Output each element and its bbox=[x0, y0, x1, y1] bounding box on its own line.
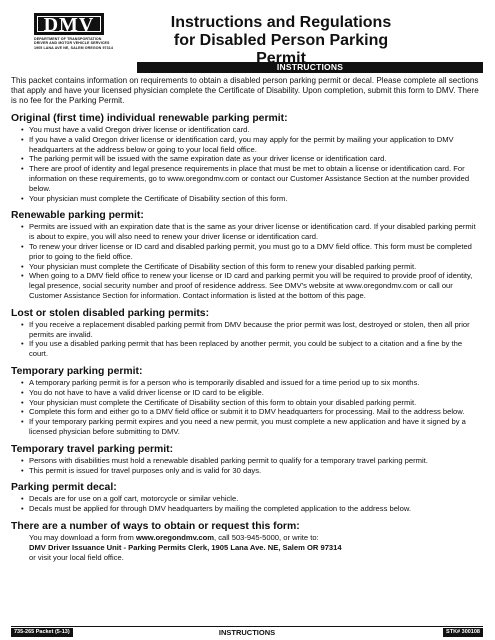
agency-line: DRIVER AND MOTOR VEHICLE SERVICES bbox=[34, 41, 110, 46]
list-item: • Decals must be applied for through DMV headquarters by mailing the completed application to the address below. bbox=[21, 504, 483, 514]
list-item: • You must have a valid Oregon driver license or identification card. bbox=[21, 125, 483, 135]
title-line-1: Instructions and Regulations bbox=[170, 14, 392, 31]
section-obtain-form bbox=[11, 520, 483, 562]
section-heading: Original (first time) individual renewable parking permit: bbox=[11, 113, 288, 124]
list-item: • If you have a valid Oregon driver license or identification card, you may apply for the permit by mailing your application to DMV headquarters at the address below or going to your local field office. bbox=[21, 135, 483, 155]
bullet-list bbox=[21, 494, 483, 514]
bullet-list bbox=[21, 320, 483, 359]
dmv-logo-mark: DMV bbox=[34, 13, 104, 35]
list-item: • The parking permit will be issued with the same expiration date as your driver license or identification card. bbox=[21, 154, 483, 164]
list-item: • If your temporary parking permit expires and you need a new permit, you must complete a new application and have it signed by a licensed physician before submitting to DMV. bbox=[21, 417, 483, 437]
bullet-list bbox=[21, 222, 483, 300]
document-header bbox=[11, 10, 483, 67]
section-heading: Temporary parking permit: bbox=[11, 365, 143, 377]
document-footer bbox=[11, 626, 483, 637]
list-item: • When going to a DMV field office to renew your license or ID card and parking permit you will be required to provide proof of identity, legal presence, social security number and proof of residence address. See DMV's website at www.oregondmv.com or call our Customer Assistance Section for information. Contact information is listed at the bottom of this page. bbox=[21, 271, 483, 300]
footer-title: INSTRUCTIONS bbox=[218, 628, 276, 637]
list-item: • Complete this form and either go to a DMV field office or submit it to DMV headquarters for processing. Mail to the address below. bbox=[21, 407, 483, 417]
list-item: • Decals are for use on a golf cart, motorcycle or similar vehicle. bbox=[21, 494, 483, 504]
section-heading: Temporary travel parking permit: bbox=[11, 443, 174, 455]
bullet-list bbox=[21, 378, 483, 437]
section-temporary-permit bbox=[11, 365, 483, 437]
section-heading: Lost or stolen disabled parking permits: bbox=[11, 307, 210, 319]
list-item: • If you receive a replacement disabled parking permit from DMV because the prior permit was lost, destroyed or stolen, then all prior permits are invalid. bbox=[21, 320, 483, 340]
agency-line: DEPARTMENT OF TRANSPORTATION bbox=[34, 37, 102, 41]
list-item: • You do not have to have a valid driver license or ID card to be eligible. bbox=[21, 388, 483, 398]
bullet-list bbox=[21, 125, 483, 203]
page-title bbox=[156, 14, 406, 68]
download-text: You may download a form from bbox=[29, 532, 136, 542]
list-item: • Persons with disabilities must hold a renewable disabled parking permit to qualify for a temporary travel parking permit. bbox=[21, 456, 483, 466]
list-item: • Your physician must complete the Certificate of Disability section of this form to renew your disabled parking permit. bbox=[21, 262, 483, 272]
section-original-permit bbox=[11, 112, 483, 203]
section-renewable-permit bbox=[11, 209, 483, 300]
field-office-line: or visit your local field office. bbox=[29, 552, 124, 562]
section-heading: There are a number of ways to obtain or request this form: bbox=[11, 520, 300, 532]
list-item: • A temporary parking permit is for a person who is temporarily disabled and issued for a time period up to six months. bbox=[21, 378, 483, 388]
list-item: • To renew your driver license or ID card and disabled parking permit, you must go to a DMV field office. This form must be completed prior to going to the field office. bbox=[21, 242, 483, 262]
list-item: • Your physician must complete the Certificate of Disability section of this form. bbox=[21, 194, 483, 204]
list-item: • Permits are issued with an expiration date that is the same as your driver license or identification card. If your disabled parking permit is about to expire, you will also need to renew your driver license or identification card. bbox=[21, 222, 483, 242]
phone-text: , call 503-945-5000, or write to: bbox=[214, 532, 319, 542]
section-travel-permit bbox=[11, 443, 483, 476]
list-item: • If you use a disabled parking permit that has been replaced by another permit, you could be subject to a citation and a fine by the court. bbox=[21, 339, 483, 359]
section-lost-stolen bbox=[11, 307, 483, 359]
instructions-banner: INSTRUCTIONS bbox=[137, 62, 483, 73]
stock-number: STK# 300108 bbox=[443, 628, 483, 637]
section-permit-decal bbox=[11, 481, 483, 514]
document-page bbox=[0, 10, 495, 640]
intro-paragraph: This packet contains information on requirements to obtain a disabled person parking permit or decal. Please complete all sections that apply and have your licensed physician complete the Certificate of Disability. Upon completion, submit this form to DMV. There is no fee for the Parking Permit. bbox=[11, 76, 479, 105]
mailing-address: DMV Driver Issuance Unit - Parking Permits Clerk, 1905 Lana Ave. NE, Salem OR 97314 bbox=[29, 542, 342, 552]
website-link[interactable]: www.oregondmv.com bbox=[135, 532, 214, 542]
bullet-list bbox=[21, 456, 483, 476]
list-item: • There are proof of identity and legal presence requirements in place that must be met to obtain a license or identification card. For information on these requirements, go to www.oregondmv.com or contact our Customer Assistance Section at the number provided below. bbox=[21, 164, 483, 193]
section-heading: Renewable parking permit: bbox=[11, 210, 144, 222]
agency-line: 1905 LANA AVE NE, SALEM OREGON 97314 bbox=[34, 45, 113, 50]
section-heading: Parking permit decal: bbox=[11, 482, 117, 494]
dmv-logo bbox=[34, 13, 146, 50]
form-number: 735-265 Packet (5-13) bbox=[11, 628, 73, 637]
title-line-2: for Disabled Person Parking Permit bbox=[173, 32, 389, 67]
list-item: • This permit is issued for travel purposes only and is valid for 30 days. bbox=[21, 466, 483, 476]
list-item: • Your physician must complete the Certificate of Disability section of this form to obtain your disabled parking permit. bbox=[21, 398, 483, 408]
download-line bbox=[29, 533, 483, 543]
